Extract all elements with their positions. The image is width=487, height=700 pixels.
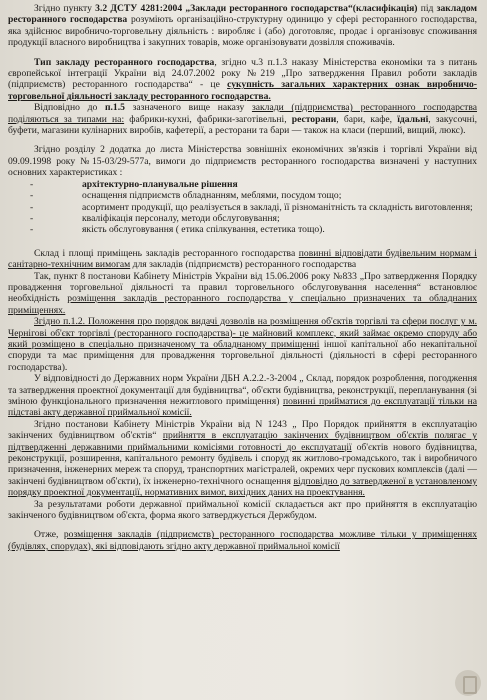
- text: , бари, кафе,: [336, 113, 398, 125]
- term-restaurants: ресторани: [291, 113, 337, 125]
- list-item: - оснащення підприємств обладнанням, меблями, посудом тощо;: [30, 190, 477, 201]
- watermark-logo-icon: [455, 670, 481, 696]
- paragraph-resolution-1243: [8, 419, 477, 499]
- paragraph-resolution-833: [8, 271, 477, 317]
- text: Склад і площі приміщень закладів ресторанного господарства: [34, 247, 299, 259]
- standard-reference: 3.2 ДСТУ 4281:2004 „Заклади ресторанного господарства“(класифікація): [95, 3, 418, 14]
- text: під: [417, 3, 437, 14]
- paragraph-chernihiv-regulation: [8, 316, 477, 373]
- paragraph-premises: [8, 248, 477, 271]
- underlined-text: розміщення закладів ресторанного господарства у спеціально призначених та обладнаних приміщеннях.: [8, 293, 478, 316]
- text: розуміють організаційно-структурну одиницю у сфері ресторанного господарства, яка здійснює виробничо-торговельну діяльність : виробляє і (або) доготовляє, продає і організовує споживання продукції власного виробництва і закупних товарів, може організовувати дозвілля споживачів.: [8, 14, 477, 49]
- paragraph-definition: [8, 3, 477, 49]
- underlined-text: розміщення закладів (підприємств) ресторанного господарства можливе тільки у приміщеннях (будівлях, спорудах), які відповідають згідно акту державної приймальної комісії: [8, 529, 477, 552]
- text: , згідно ч.3 п.1.3 наказу Міністерства економіки та з питань європейської інтеграції України від 24.07.2002 року №219 „Про затвердження Правил роботи закладів (підприємств) ресторанного господарства“ - це: [8, 56, 477, 91]
- text: У відповідності до Державних норм України ДБН А.2.2.-3-2004 „ Склад, порядок розроблення, погодження та затвердження проектної документації для будівництва“, об'єкти будівництва, реконструкції, перепланування (зі зміною функціонального призначення нежитлового приміщення): [8, 373, 477, 407]
- list-item: - якість обслуговування ( етика спілкування, естетика тощо).: [30, 224, 477, 235]
- paragraph-dbn: [8, 373, 477, 419]
- text: , закусочні, буфети, магазини кулінарних виробів, кафетерії, а ресторани та бари — також на класи (перший, вищий, люкс).: [8, 113, 478, 137]
- text: іншої капітальної або некапітальної споруди та має приміщення для провадження торговельної діяльності (діяльності в сфері ресторанного господарства).: [8, 338, 477, 373]
- clause-reference: п.1.5: [104, 102, 125, 114]
- text: Так, пункт 8 постанови Кабінету Міністрів України від 15.06.2006 року №833 „Про затвердження Порядку провадження торговельної діяльності та правил торговельного обслуговування населення“ встановлює необхідність: [8, 270, 477, 305]
- underlined-text: заклади (підприємства) ресторанного господарства поділяються за типами на:: [8, 102, 478, 125]
- paragraph-conclusion: [8, 529, 477, 552]
- emphasis-definition: сукупність загальних характерних ознак виробничо-торговельної діяльності закладу ресторанного господарства.: [8, 79, 477, 102]
- paragraph-commission-act: За результатами роботи державної приймальної комісії складається акт про прийняття в експлуатацію закінченого будівництвом об'єкта, форма якого затверджується Держбудом.: [8, 498, 477, 522]
- paragraph-requirements: Згідно розділу 2 додатка до листа Міністерства зовнішніх економічних зв'язків і торгівлі України від 09.09.1998 року №15-03/29-577а, вимоги до підприємств ресторанного господарства визначені у наступних основних характеристиках :: [8, 144, 477, 179]
- criteria-list: [8, 179, 477, 236]
- text: Згідно пункту: [34, 3, 96, 14]
- text: об'єктів нового будівництва, реконструкції, розширення, капітального ремонту будівель і споруд як житлово-громадського, так і виробничого призначення, інженерних мереж та споруд, транспортних магістралей, окремих черг пускових комплексів (далі — закінчені будівництвом об'єкти), їх інженерно-технічного оснащення: [8, 441, 477, 487]
- text: Відповідно до: [34, 102, 105, 114]
- term-establishment-type: Тип закладу ресторанного господарства: [34, 56, 215, 68]
- text: Згідно постанови Кабінету Міністрів України від N 1243 „ Про Порядок прийняття в експлуатацію закінчених будівництвом об'єктів“: [8, 418, 477, 442]
- text: фабрики-кухні, фабрики-заготівельні,: [124, 113, 292, 125]
- text: зазначеного вище наказу: [124, 102, 252, 114]
- term-canteens: їдальні: [397, 113, 429, 125]
- term-restaurant-establishment: закладом ресторанного господарства: [8, 3, 478, 26]
- underlined-text: повинні прийматися до експлуатації тільки на підставі акту державної приймальної комісії.: [8, 396, 477, 419]
- list-item: - асортимент продукції, що реалізується в закладі, її різноманітність та складність виготовлення;: [30, 202, 477, 213]
- paragraph-categories: [8, 102, 477, 136]
- underlined-text: Згідно п.1.2. Положення про порядок видачі дозволів на розміщення об'єктів торгівлі та сфери послуг у м. Чернігові об'єкт торгівлі (ресторанного господарства)- це майновий комплекс, який займає окремо споруду або який розміщено в спеціально призначеному та обладнаному приміщенні: [8, 316, 477, 350]
- criterion-architecture: архітектурно-планувальне рішення: [82, 178, 238, 190]
- paragraph-type: [8, 57, 477, 103]
- underlined-text: прийняття в експлуатацію закінчених будівництвом об'єктів полягає у підтвердженні державними приймальними комісіями готовності до експлуатації: [8, 430, 477, 453]
- text: Отже,: [34, 529, 64, 541]
- underlined-text: повинні відповідати будівельним нормам і санітарно-технічним вимогам: [8, 247, 477, 271]
- underlined-text: відповідно до затвердженої в установленому порядку проектної документації, нормативних вимог, вихідних даних на проектування.: [8, 475, 477, 499]
- list-item: [30, 179, 477, 190]
- text: для закладів (підприємств) ресторанного господарства: [130, 259, 357, 271]
- list-item: - кваліфікація персоналу, методи обслуговування;: [30, 213, 477, 224]
